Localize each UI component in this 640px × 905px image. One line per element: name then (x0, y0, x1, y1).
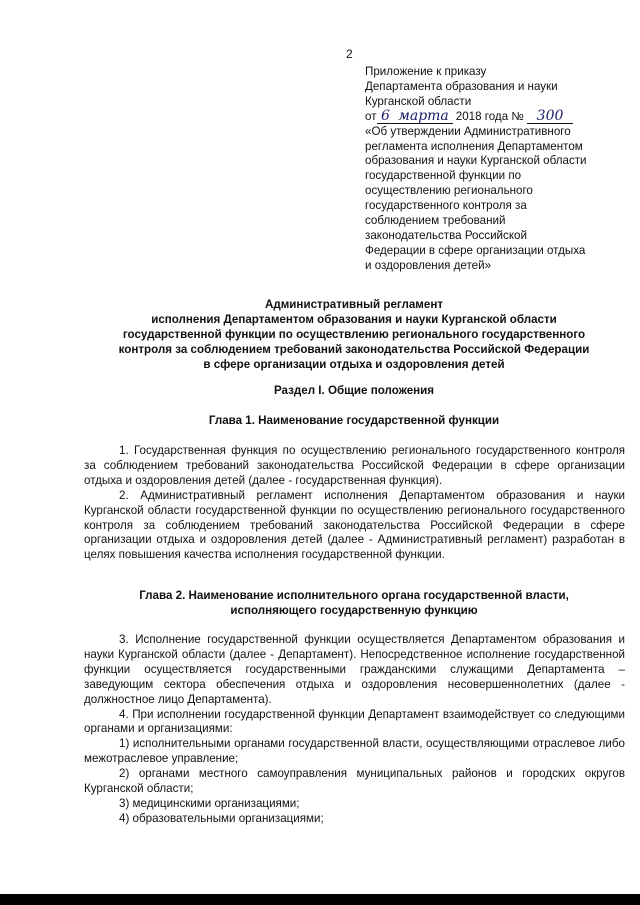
appendix-line: Приложение к приказу (365, 65, 487, 78)
title-line: Административный регламент (265, 298, 443, 311)
handwritten-month: марта (395, 110, 453, 124)
date-prefix: от (365, 109, 377, 123)
list-item: 3) медицинскими организациями; (119, 796, 300, 810)
appendix-subject-line: законодательства Российской (365, 228, 527, 242)
handwritten-day: 6 (377, 110, 395, 124)
appendix-block (365, 65, 627, 274)
chapter-2-heading (84, 589, 624, 619)
list-item: 2) органами местного самоуправления муниципальных районов и городских округов Курганской области; (84, 767, 625, 796)
title-line: исполнения Департаментом образования и науки Курганской области (151, 312, 557, 326)
list-item: 1) исполнительными органами государственной власти, осуществляющими отраслевое либо межотраслевое управление; (84, 737, 625, 766)
list-item: 4) образовательными организациями; (119, 811, 324, 825)
paragraph: 4. При исполнении государственной функции Департамент взаимодействует со следующими органами и организациями: (84, 707, 625, 736)
appendix-subject-line: Федерации в сфере организации отдыха (365, 243, 586, 257)
appendix-subject-line: соблюдением требований (365, 214, 506, 228)
handwritten-order-number: 300 (527, 110, 573, 124)
appendix-subject-line: и оздоровления детей» (365, 258, 492, 272)
title-line: государственной функции по осуществлению регионального государственного (122, 327, 586, 341)
appendix-subject-line: регламента исполнения Департаментом (365, 139, 583, 153)
paragraph: 1. Государственная функция по осуществлению регионального государственного контроля за соблюдением требований законодательства Российской Федерации в сфере организации отдыха и оздоровления детей (далее - государственная функция). (84, 444, 625, 487)
appendix-subject-line: осуществлению регионального (365, 184, 533, 198)
scan-bottom-border (0, 894, 640, 905)
appendix-date-line (365, 107, 627, 125)
appendix-line: Департамента образования и науки (365, 79, 558, 93)
section-heading: Раздел I. Общие положения (273, 384, 435, 397)
document-title (84, 298, 624, 373)
title-line: в сфере организации отдыха и оздоровления детей (203, 357, 505, 371)
appendix-line: Курганской области (365, 94, 472, 108)
appendix-subject-line: «Об утверждении Административного (365, 124, 571, 138)
appendix-subject-line: государственного контроля за (365, 199, 527, 213)
paragraph: 2. Административный регламент исполнения Департаментом образования и науки Курганской области государственной функции по осуществлению регионального государственного контроля за соблюдением требований законодательства Российской Федерации в сфере организации отдыха и оздоровления детей (далее - Административный регламент) разработан в целях повышения качества исполнения государственной функции. (84, 488, 625, 562)
chapter-2-heading-line: исполняющего государственную функцию (230, 603, 478, 617)
chapter-1-heading: Глава 1. Наименование государственной функции (208, 414, 500, 427)
appendix-subject-line: государственной функции по (365, 169, 522, 183)
paragraph: 3. Исполнение государственной функции осуществляется Департаментом образования и науки Курганской области (далее - Департамент). Непосредственное исполнение государственной функции осуществляется государственными гражданскими служащими Департамента – заведующим сектора обеспечения отдыха и оздоровления несовершеннолетних (далее - должностное лицо Департамента). (84, 633, 625, 706)
date-year: 2018 года № (455, 109, 524, 123)
appendix-subject-line: образования и науки Курганской области (365, 154, 587, 168)
chapter-2-heading-line: Глава 2. Наименование исполнительного органа государственной власти, (139, 589, 569, 602)
page-number: 2 (346, 47, 353, 61)
chapter-2-body (84, 633, 625, 827)
chapter-1-body (84, 444, 625, 563)
title-line: контроля за соблюдением требований законодательства Российской Федерации (118, 342, 590, 356)
